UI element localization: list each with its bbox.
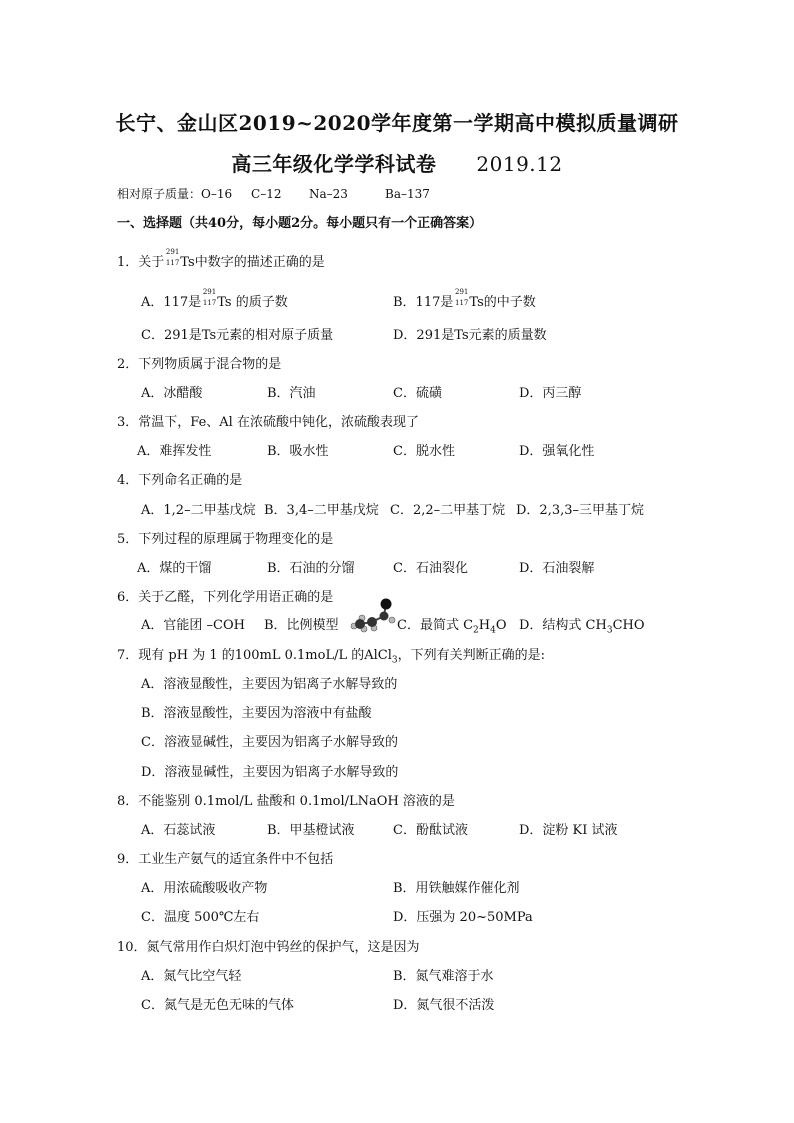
atomic-mass-item: Ba–137 (385, 187, 430, 201)
question-5-stem: 5．下列过程的原理属于物理变化的是 (117, 532, 334, 547)
option-text: CHO (612, 618, 645, 633)
q7-option-a[interactable]: A．溶液显酸性，主要因为铝离子水解导致的 (141, 677, 398, 692)
q10-option-b[interactable]: B．氮气难溶于水 (393, 969, 494, 984)
option-text: O (495, 618, 507, 633)
subscript: 3 (606, 625, 613, 636)
question-3-stem: 3．常温下，Fe、Al 在浓硫酸中钝化，浓硫酸表现了 (117, 415, 419, 430)
question-text: 7．现有 pH 为 1 的100mL 0.1moL/L 的AlCl (117, 648, 392, 663)
option-text: 的质子数 (231, 295, 288, 310)
question-4-stem: 4．下列命名正确的是 (117, 473, 243, 488)
exam-subject-title: 高三年级化学学科试卷 (231, 152, 437, 176)
option-text: A．117是 (141, 295, 202, 310)
q5-option-b[interactable]: B．石油的分馏 (267, 561, 355, 576)
q5-option-a[interactable]: A．煤的干馏 (137, 561, 212, 576)
q3-option-d[interactable]: D．强氧化性 (519, 444, 595, 459)
atomic-mass-item: Na–23 (309, 187, 348, 201)
option-text: H (478, 618, 491, 633)
exam-title-line2 (0, 148, 794, 177)
nuclide-symbol (201, 288, 217, 308)
question-10-stem: 10．氮气常用作白炽灯泡中钨丝的保护气，这是因为 (117, 940, 420, 955)
q4-option-c[interactable]: C．2,2–二甲基丁烷 (390, 503, 506, 518)
q9-option-a[interactable]: A．用浓硫酸吸收产物 (141, 881, 268, 896)
q8-option-c[interactable]: C．酚酞试液 (393, 823, 468, 838)
atomic-mass-item: C–12 (251, 187, 282, 201)
section-heading: 一、选择题（共40分，每小题2分。每小题只有一个正确答案） (117, 216, 483, 231)
q7-option-d[interactable]: D．溶液显碱性，主要因为铝离子水解导致的 (141, 765, 399, 780)
q9-option-b[interactable]: B．用铁触媒作催化剂 (393, 881, 520, 896)
q3-option-b[interactable]: B．吸水性 (267, 444, 329, 459)
nuclide-element: Ts (217, 295, 232, 310)
q6-option-b[interactable]: B．比例模型 (264, 618, 339, 633)
question-6-stem: 6．关于乙醛，下列化学用语正确的是 (117, 590, 334, 605)
question-8-stem: 8．不能鉴别 0.1mol/L 盐酸和 0.1mol/LNaOH 溶液的是 (117, 794, 455, 809)
question-2-stem: 2．下列物质属于混合物的是 (117, 357, 282, 372)
q1-option-c[interactable]: C．291是Ts元素的相对原子质量 (141, 328, 334, 343)
nuclide-atomic-number: 117 (165, 259, 180, 267)
q8-option-d[interactable]: D．淀粉 KI 试液 (519, 823, 618, 838)
q1-option-d[interactable]: D．291是Ts元素的质量数 (393, 328, 547, 343)
q5-option-d[interactable]: D．石油裂解 (519, 561, 595, 576)
nuclide-atomic-number: 117 (455, 299, 469, 307)
q3-option-a[interactable]: A．难挥发性 (137, 444, 212, 459)
question-text: 1．关于 (117, 255, 165, 270)
option-text: 的中子数 (483, 295, 536, 310)
option-text: B．117是 (393, 295, 454, 310)
nuclide-mass-number: 291 (165, 248, 180, 256)
question-1-stem (117, 248, 325, 271)
q10-option-c[interactable]: C．氮气是无色无味的气体 (141, 998, 294, 1013)
nuclide-element: Ts (469, 295, 484, 310)
question-text: 中数字的描述正确的是 (194, 255, 325, 270)
q7-option-c[interactable]: C．溶液显碱性，主要因为铝离子水解导致的 (141, 735, 398, 750)
q5-option-c[interactable]: C．石油裂化 (393, 561, 468, 576)
q9-option-d[interactable]: D．压强为 20~50MPa (393, 910, 533, 925)
q10-option-a[interactable]: A．氮气比空气轻 (141, 969, 242, 984)
q1-option-a[interactable] (141, 288, 288, 311)
acetaldehyde-ball-model-icon (348, 598, 398, 634)
atomic-mass-item: O–16 (201, 187, 233, 201)
nuclide-atomic-number: 117 (202, 299, 217, 307)
q7-option-b[interactable]: B．溶液显酸性，主要因为溶液中有盐酸 (141, 706, 372, 721)
q9-option-c[interactable]: C．温度 500℃左右 (141, 910, 260, 925)
nuclide-symbol (164, 248, 180, 268)
q4-option-d[interactable]: D．2,3,3–三甲基丁烷 (516, 503, 645, 518)
question-9-stem: 9．工业生产氨气的适宜条件中不包括 (117, 852, 334, 867)
subscript: 2 (473, 625, 479, 636)
q2-option-a[interactable]: A．冰醋酸 (141, 386, 203, 401)
q2-option-d[interactable]: D．丙三醇 (519, 386, 582, 401)
q6-option-a[interactable]: A．官能团 –COH (141, 618, 245, 633)
subscript: 3 (391, 655, 398, 666)
q2-option-b[interactable]: B．汽油 (267, 386, 316, 401)
q3-option-c[interactable]: C．脱水性 (393, 444, 455, 459)
subscript: 4 (490, 625, 496, 636)
q2-option-c[interactable]: C．硫磺 (393, 386, 442, 401)
nuclide-element: Ts (180, 255, 195, 270)
nuclide-mass-number: 291 (455, 288, 469, 296)
question-text: ，下列有关判断正确的是: (397, 648, 546, 663)
nuclide-mass-number: 291 (202, 288, 217, 296)
option-text: C．最简式 C (397, 618, 474, 633)
q8-option-b[interactable]: B．甲基橙试液 (267, 823, 355, 838)
option-text: D．结构式 CH (519, 618, 607, 633)
q1-option-b[interactable] (393, 288, 536, 311)
exam-date: 2019.12 (476, 152, 563, 176)
q6-option-d[interactable] (519, 618, 645, 639)
exam-title-line1: 长宁、金山区2019~2020学年度第一学期高中模拟质量调研 (115, 111, 679, 135)
q4-option-a[interactable]: A．1,2–二甲基戊烷 (141, 503, 256, 518)
q6-option-c[interactable] (397, 618, 507, 639)
q10-option-d[interactable]: D．氮气很不活泼 (393, 998, 495, 1013)
atomic-masses (117, 186, 430, 202)
atomic-masses-label: 相对原子质量： (117, 187, 202, 201)
q4-option-b[interactable]: B．3,4–二甲基戊烷 (264, 503, 379, 518)
question-7-stem (117, 648, 545, 669)
nuclide-symbol (453, 288, 469, 308)
q8-option-a[interactable]: A．石蕊试液 (141, 823, 216, 838)
